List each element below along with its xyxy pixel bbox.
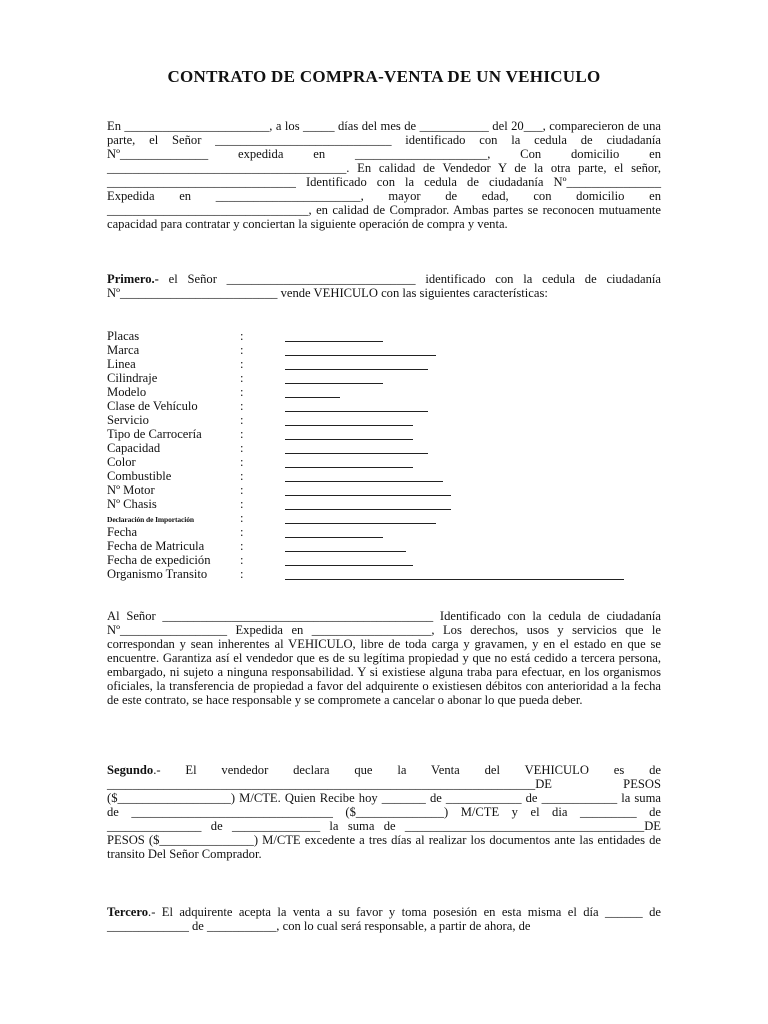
spec-colon: : — [240, 553, 244, 567]
spec-blank-line — [285, 355, 436, 356]
tercero-text: .- El adquirente acepta la venta a su favor y toma posesión en esta misma el día ______ de _____________ de ___________, con lo cual será responsable, a partir de ahora, de — [107, 905, 661, 933]
spec-blank-line — [285, 579, 624, 580]
spec-label: Placas — [107, 329, 140, 343]
spec-row — [107, 343, 667, 357]
document-title: CONTRATO DE COMPRA-VENTA DE UN VEHICULO — [167, 67, 601, 86]
spec-blank-line — [285, 523, 436, 524]
spec-row — [107, 329, 667, 343]
primero-heading: Primero.- — [107, 272, 159, 286]
spec-label: Linea — [107, 357, 136, 371]
spec-blank-line — [285, 439, 413, 440]
spec-label: Declaración de Importación — [107, 515, 194, 524]
spec-colon: : — [240, 483, 244, 497]
spec-row — [107, 399, 667, 413]
spec-blank-line — [285, 383, 383, 384]
spec-colon: : — [240, 385, 244, 399]
spec-row — [107, 497, 667, 511]
spec-colon: : — [240, 427, 244, 441]
spec-blank-line — [285, 565, 413, 566]
spec-blank-line — [285, 495, 451, 496]
spec-colon: : — [240, 469, 244, 483]
spec-label: Fecha de expedición — [107, 553, 211, 567]
spec-label: Combustible — [107, 469, 172, 483]
spec-row — [107, 511, 667, 525]
spec-label: Nº Chasis — [107, 497, 157, 511]
spec-label: Fecha — [107, 525, 138, 539]
spec-row — [107, 567, 667, 581]
spec-row — [107, 427, 667, 441]
tercero-heading: Tercero — [107, 905, 149, 919]
spec-blank-line — [285, 537, 383, 538]
spec-row — [107, 413, 667, 427]
spec-colon: : — [240, 497, 244, 511]
spec-label: Fecha de Matricula — [107, 539, 205, 553]
spec-colon: : — [240, 399, 244, 413]
spec-row — [107, 539, 667, 553]
spec-blank-line — [285, 369, 428, 370]
spec-row — [107, 469, 667, 483]
spec-label: Organismo Transito — [107, 567, 208, 581]
primero-text: el Señor ______________________________ identificado con la cedula de ciudadanía Nº_________________________ vende VEHICULO con las siguientes características: — [107, 272, 661, 300]
spec-row — [107, 371, 667, 385]
spec-blank-line — [285, 509, 451, 510]
spec-blank-line — [285, 453, 428, 454]
spec-label: Nº Motor — [107, 483, 155, 497]
spec-blank-line — [285, 551, 406, 552]
spec-colon: : — [240, 525, 244, 539]
spec-colon: : — [240, 455, 244, 469]
spec-colon: : — [240, 329, 244, 343]
spec-colon: : — [240, 357, 244, 371]
spec-row — [107, 357, 667, 371]
spec-row — [107, 441, 667, 455]
intro-paragraph: En _______________________, a los _____ días del mes de ___________ del 20___, comparecieron de una parte, el Señor ____________________________ identificado con la cedula de ciudadanía Nº______________ expedida en _____________________, Con domicilio en ______________________________________. En calidad de Vendedor Y de la otra parte, el señor, ______________________________ Identificado con la cedula de ciudadanía Nº_______________ Expedida en _______________________, mayor de edad, con domicilio en ________________________________, en calidad de Comprador. Ambas partes se reconocen mutuamente capacidad para contratar y conciertan la siguiente operación de compra y venta. — [107, 119, 661, 231]
spec-row — [107, 385, 667, 399]
spec-colon: : — [240, 511, 244, 525]
spec-blank-line — [285, 481, 443, 482]
spec-blank-line — [285, 397, 340, 398]
spec-blank-line — [285, 411, 428, 412]
primero-paragraph — [107, 272, 661, 300]
spec-label: Cilindraje — [107, 371, 158, 385]
spec-colon: : — [240, 441, 244, 455]
spec-label: Clase de Vehículo — [107, 399, 198, 413]
spec-colon: : — [240, 371, 244, 385]
spec-blank-line — [285, 341, 383, 342]
spec-blank-line — [285, 467, 413, 468]
al-senor-paragraph: Al Señor ___________________________________________ Identificado con la cedula de ciudadanía Nº_________________ Expedida en ___________________, Los derechos, usos y servicios que le correspondan y sean inherentes al VEHICULO, libre de toda carga y gravamen, y en el estado en que se encuentre. Garantiza así el vendedor que es de su legítima propiedad y que no está cedido a tercera persona, embargado, ni sujeto a ninguna responsabilidad. Y si existiese alguna traba para efectuar, en los organismos oficiales, la transferencia de propiedad a favor del adquirente o existiesen débitos con anterioridad a la fecha de este contrato, se hace responsable y se compromete a cancelar o abonar lo que pueda deber. — [107, 609, 661, 707]
spec-row — [107, 553, 667, 567]
spec-label: Tipo de Carrocería — [107, 427, 202, 441]
spec-label: Capacidad — [107, 441, 161, 455]
segundo-paragraph — [107, 763, 661, 861]
spec-colon: : — [240, 413, 244, 427]
tercero-paragraph — [107, 905, 661, 933]
spec-label: Modelo — [107, 385, 147, 399]
spec-row — [107, 483, 667, 497]
spec-blank-line — [285, 425, 413, 426]
spec-row — [107, 525, 667, 539]
spec-label: Servicio — [107, 413, 149, 427]
spec-row — [107, 455, 667, 469]
spec-colon: : — [240, 539, 244, 553]
spec-colon: : — [240, 343, 244, 357]
spec-label: Marca — [107, 343, 140, 357]
vehicle-spec-list — [107, 329, 667, 581]
spec-label: Color — [107, 455, 136, 469]
spec-colon: : — [240, 567, 244, 581]
segundo-text: .- El vendedor declara que la Venta del VEHICULO es de ____________________________________________________________________DE PESOS ($__________________) M/CTE. Quien Recibe hoy _______ de ____________ de ____________ la suma de ________________________________ ($______________) M/CTE y el dia _________ de _______________ de ______________ la suma de ______________________________________DE PESOS ($_______________) M/CTE excedente a tres días al realizar los documentos ante las entidades de transito Del Señor Comprador. — [107, 763, 661, 861]
segundo-heading: Segundo — [107, 763, 154, 777]
